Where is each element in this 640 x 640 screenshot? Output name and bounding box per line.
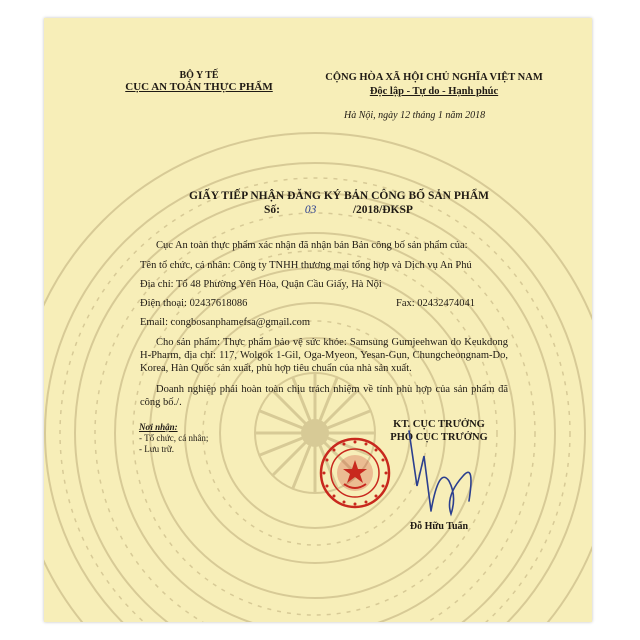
department-name: CỤC AN TOÀN THỰC PHẨM: [125, 81, 273, 93]
document-title: GIẤY TIẾP NHẬN ĐĂNG KÝ BẢN CÔNG BỐ SẢN PHẨM: [189, 190, 489, 202]
recipients-heading: Nơi nhận:: [139, 422, 178, 432]
handwritten-number: 03: [304, 204, 317, 216]
recipient-item: - Lưu trữ.: [139, 444, 174, 454]
organization-line: Tên tổ chức, cá nhân: Công ty TNHH thương mại tổng hợp và Dịch vụ An Phú: [140, 260, 472, 271]
number-suffix: /2018/ĐKSP: [352, 204, 413, 216]
drum-pattern-watermark: [44, 128, 592, 622]
product-paragraph: Cho sản phẩm: Thực phẩm bảo vệ sức khỏe: Samsung Gumjeehwan do Keukdong H-Pharm, địa chỉ: 117, Wolgok 1-Gil, Oga-Myeon, Yesan-Gun, Chungcheongnam-Do, Korea, Hàn Quốc sản xuất, phù hợp tiêu chuẩn của nhà sản xuất.: [140, 337, 508, 374]
signer-name: Đỗ Hữu Tuấn: [409, 521, 469, 532]
national-header: [304, 72, 564, 97]
intro-line: Cục An toàn thực phẩm xác nhận đã nhận bản Bản công bố sản phẩm của:: [156, 240, 468, 251]
phone-line: Điện thoại: 02437618086: [140, 298, 248, 309]
recipient-item: - Tổ chức, cá nhân;: [139, 433, 209, 443]
document-paper: [44, 18, 592, 622]
ministry-name: BỘ Y TẾ: [179, 70, 219, 81]
document-number: [264, 204, 413, 216]
national-motto: Độc lập - Tự do - Hạnh phúc: [369, 86, 499, 97]
handwritten-signature: [379, 426, 499, 521]
signature-position: PHÓ CỤC TRƯỞNG: [390, 432, 488, 443]
recipients-block: [139, 422, 208, 455]
signature-authority: KT. CỤC TRƯỞNG: [393, 419, 485, 430]
issuer-header: [99, 70, 299, 93]
number-label: Số:: [264, 204, 280, 216]
email-line: Email: congbosanphamefsa@gmail.com: [140, 317, 311, 328]
address-line: Địa chỉ: Tổ 48 Phường Yên Hòa, Quận Cầu Giấy, Hà Nội: [140, 279, 382, 290]
issue-date: Hà Nội, ngày 12 tháng 1 năm 2018: [344, 110, 486, 121]
fax-line: Fax: 02432474041: [396, 298, 476, 309]
responsibility-paragraph: Doanh nghiệp phải hoàn toàn chịu trách nhiệm về tính phù hợp của sản phẩm đã công bố./.: [140, 384, 508, 408]
republic-name: CỘNG HÒA XÃ HỘI CHỦ NGHĨA VIỆT NAM: [325, 72, 543, 83]
